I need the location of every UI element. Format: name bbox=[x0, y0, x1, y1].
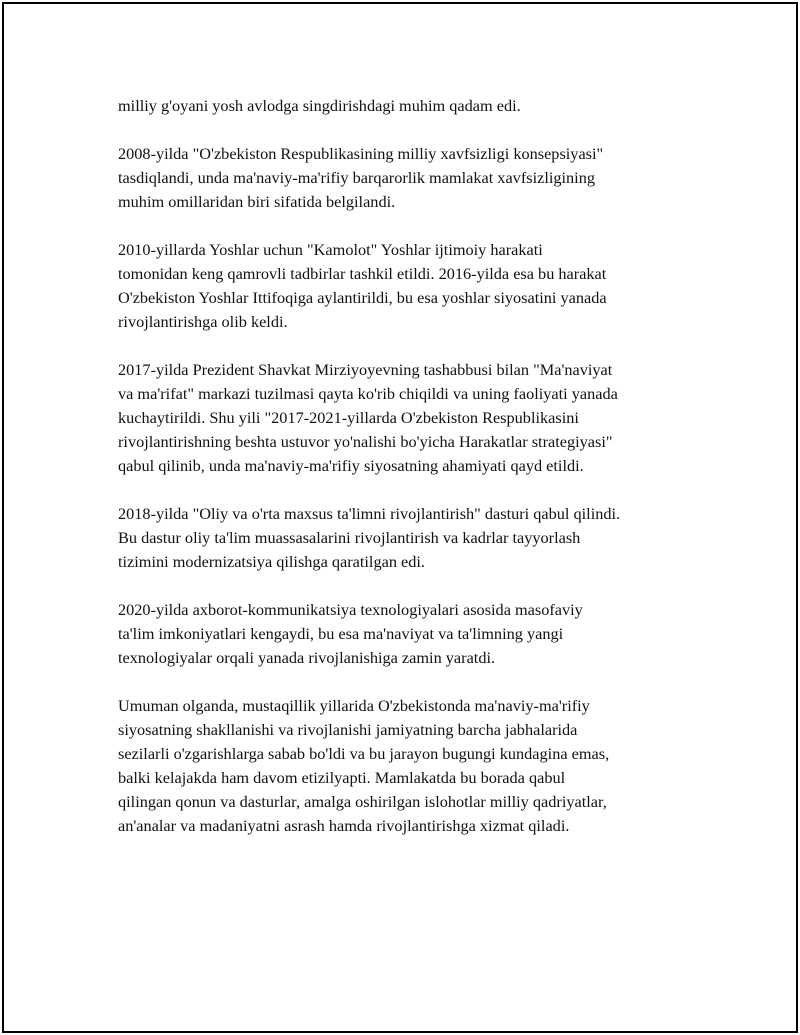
paragraph-2017: 2017-yilda Prezident Shavkat Mirziyoyevning tashabbusi bilan "Ma'naviyat va ma'rifat" markazi tuzilmasi qayta ko'rib chiqildi va uning faoliyati yanada kuchaytirildi. Shu yili "2017-2021-yillarda O'zbekiston Respublikasini rivojlantirishning beshta ustuvor yo'nalishi bo'yicha Harakatlar strategiyasi" qabul qilinib, unda ma'naviy-ma'rifiy siyosatning ahamiyati qayd etildi. bbox=[118, 360, 618, 475]
paragraph-2008: 2008-yilda "O'zbekiston Respublikasining milliy xavfsizligi konsepsiyasi" tasdiqlandi, unda ma'naviy-ma'rifiy barqarorlik mamlakat xavfsizligining muhim omillaridan biri sifatida belgilandi. bbox=[118, 144, 604, 211]
document-body bbox=[118, 94, 693, 862]
paragraph-intro-continuation: milliy g'oyani yosh avlodga singdirishdagi muhim qadam edi. bbox=[118, 96, 521, 115]
paragraph-conclusion: Umuman olganda, mustaqillik yillarida O'zbekistonda ma'naviy-ma'rifiy siyosatning shakllanishi va rivojlanishi jamiyatning barcha jabhalarida sezilarli o'zgarishlarga sabab bo'ldi va bu jarayon bugungi kundagina emas, balki kelajakda ham davom etizilyapti. Mamlakatda bu borada qabul qilingan qonun va dasturlar, amalga oshirilgan islohotlar milliy qadriyatlar, an'analar va madaniyatni asrash hamda rivojlantirishga xizmat qiladi. bbox=[118, 696, 610, 835]
paragraph-2018: 2018-yilda "Oliy va o'rta maxsus ta'limni rivojlantirish" dasturi qabul qilindi. Bu dastur oliy ta'lim muassasalarini rivojlantirish va kadrlar tayyorlash tizimini modernizatsiya qilishga qaratilgan edi. bbox=[118, 504, 621, 571]
paragraph-2020: 2020-yilda axborot-kommunikatsiya texnologiyalari asosida masofaviy ta'lim imkoniyatlari kengaydi, bu esa ma'naviyat va ta'limning yangi texnologiyalar orqali yanada rivojlanishiga zamin yaratdi. bbox=[118, 600, 583, 667]
paragraph-2010: 2010-yillarda Yoshlar uchun "Kamolot" Yoshlar ijtimoiy harakati tomonidan keng qamrovli tadbirlar tashkil etildi. 2016-yilda esa bu harakat O'zbekiston Yoshlar Ittifoqiga aylantirildi, bu esa yoshlar siyosatini yanada rivojlantirishga olib keldi. bbox=[118, 240, 607, 331]
